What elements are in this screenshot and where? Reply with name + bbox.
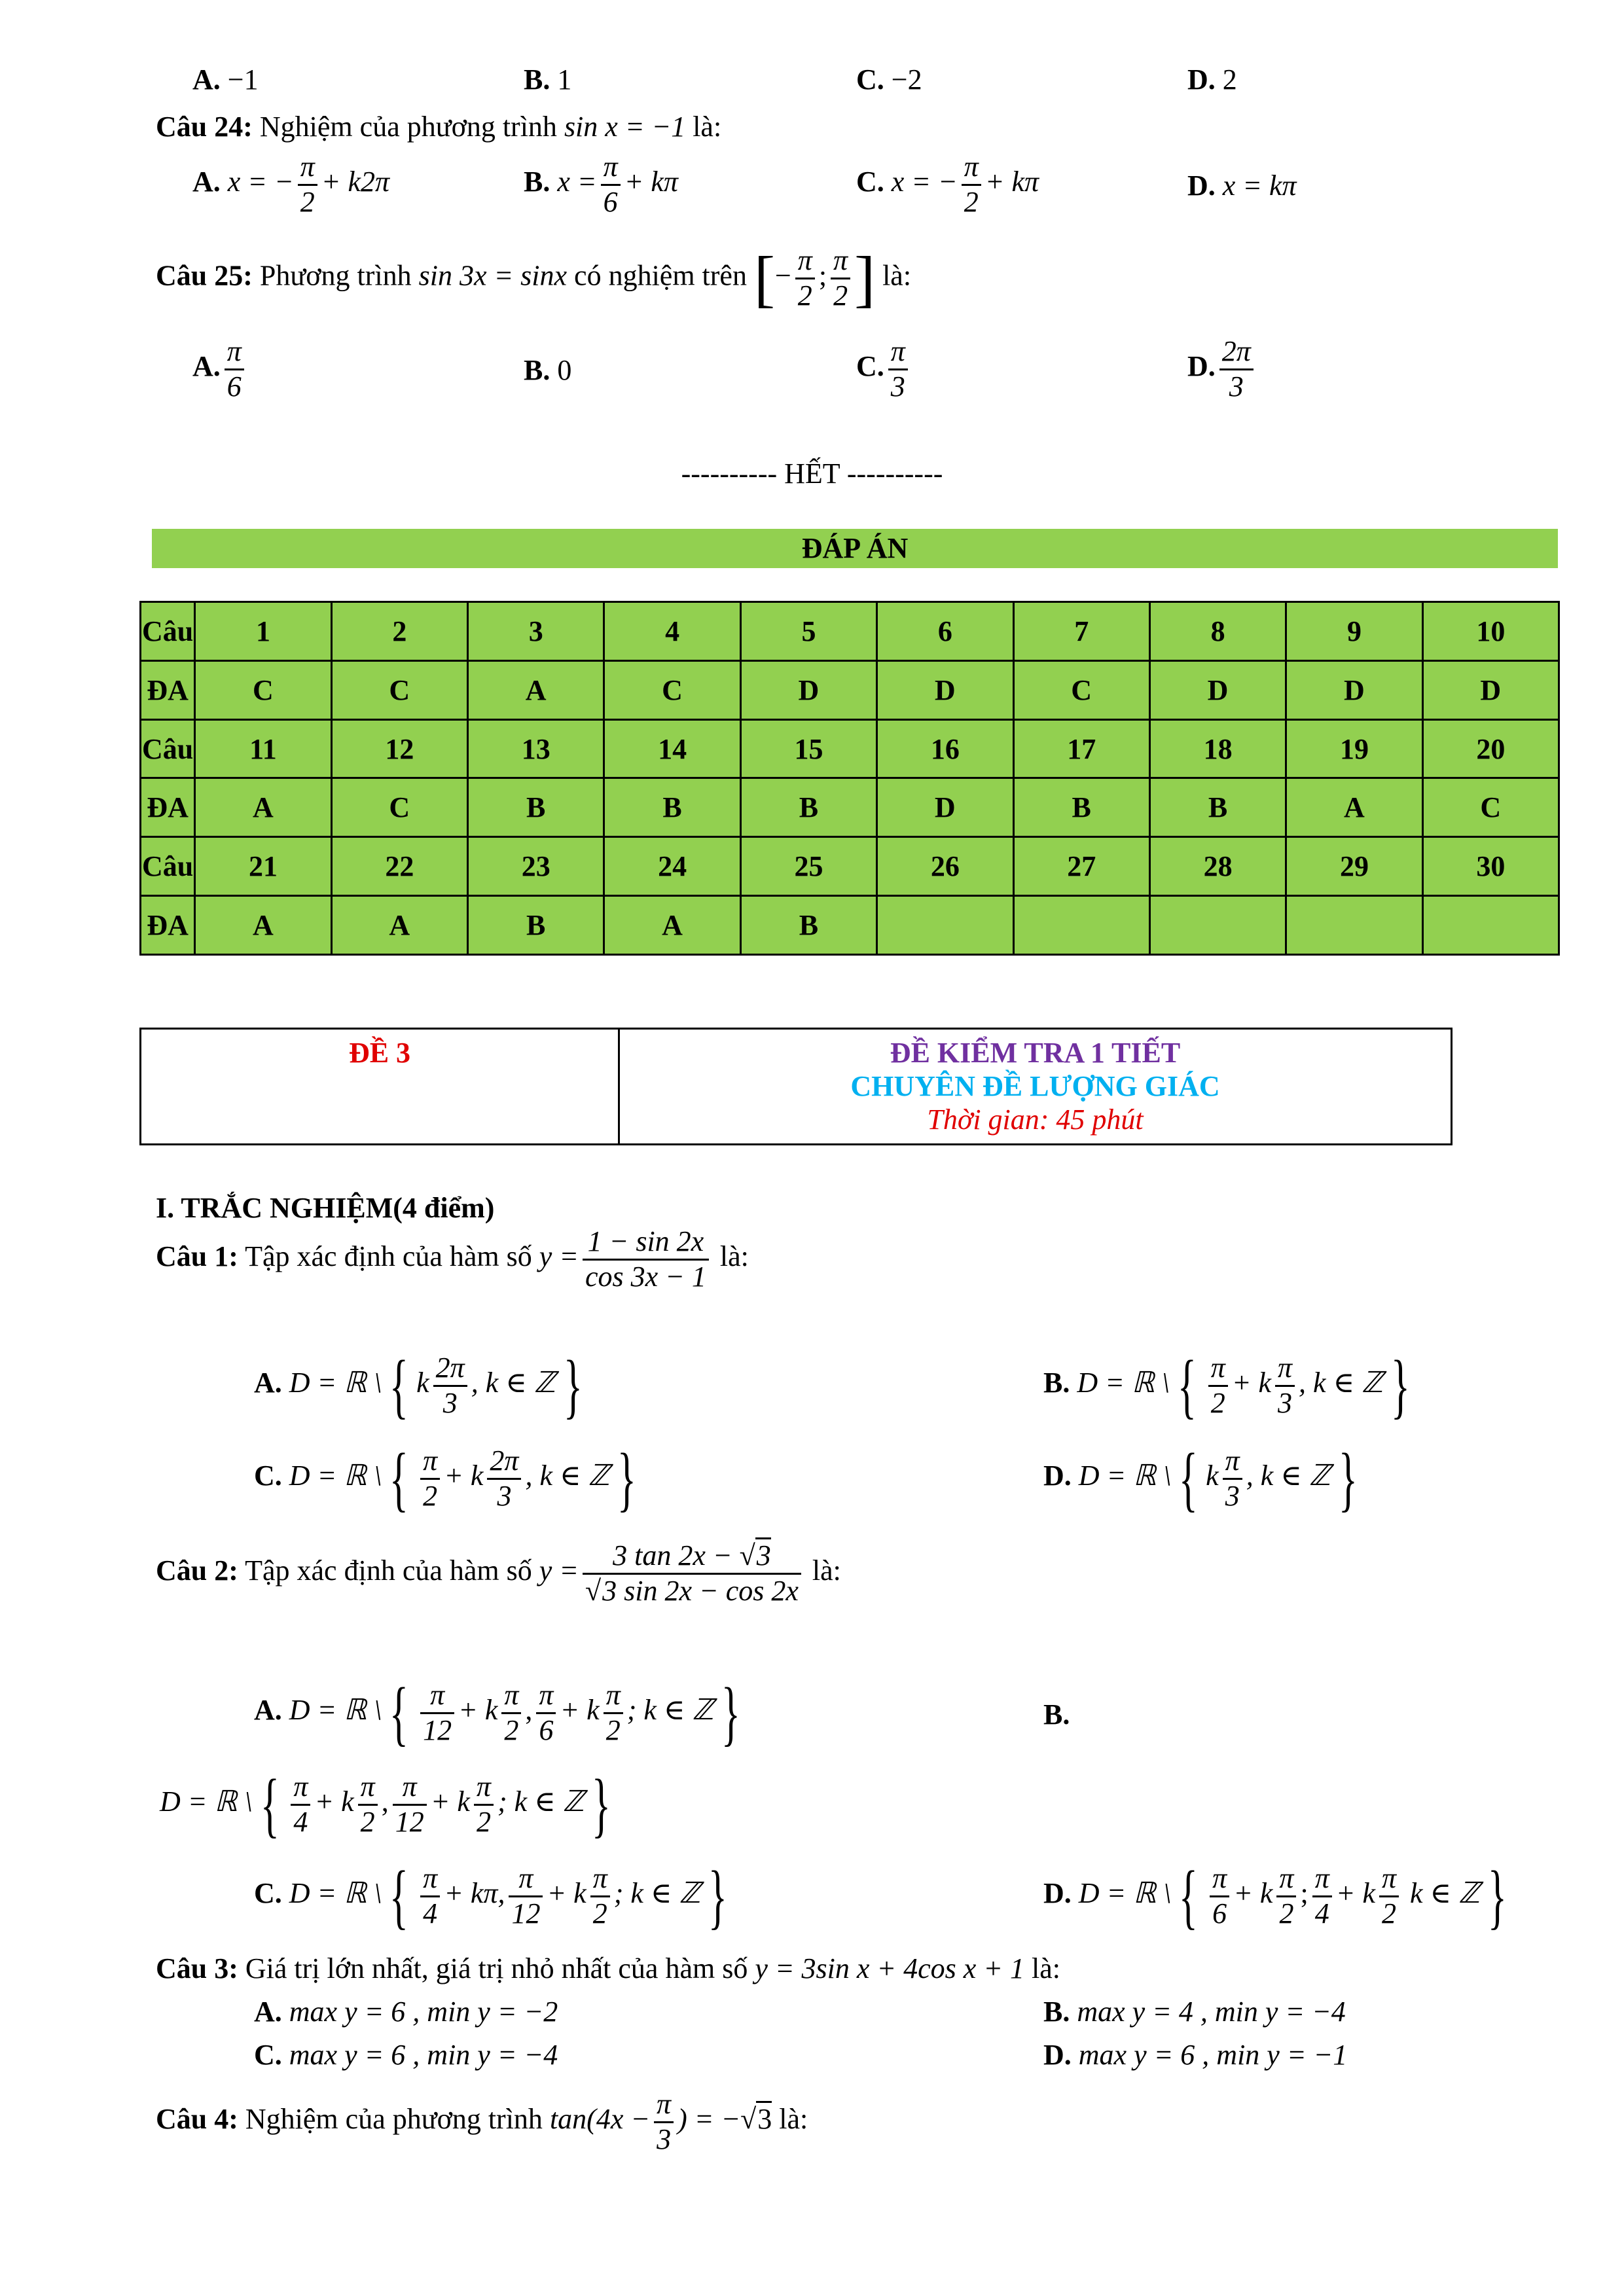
end-marker: ---------- HẾT ---------- [681,457,943,490]
prev-option-b: B. 1 [524,63,572,96]
prev-option-c: C. −2 [856,63,922,96]
q3-option-c: C. max y = 6 , min y = −4 [254,2039,558,2071]
q3-option-d: D. max y = 6 , min y = −1 [1043,2039,1348,2071]
q24-option-d: D. x = kπ [1187,170,1297,202]
exam-topic: CHUYÊN ĐỀ LƯỢNG GIÁC [850,1070,1220,1102]
q1-option-b: B. D = ℝ \ { $\frac{\pi}{2}$ + k $\frac{\pi}{3}$ , k ∈ ℤ } [1043,1346,1410,1426]
q24-option-c: C. x = − $\frac{\pi}{2}$ + kπ [856,151,1039,218]
question-1: Câu 1: Tập xác định của hàm số y = $\frac{1 - \sin 2x}{\cos 3x - 1}$ là: [156,1225,749,1293]
q25-option-b: B. 0 [524,354,572,386]
section-title: I. TRẮC NGHIỆM(4 điểm) [156,1192,495,1224]
exam-number: ĐỀ 3 [348,1037,411,1069]
q3-option-b: B. max y = 4 , min y = −4 [1043,1996,1346,2028]
question-25: Câu 25: Phương trình sin 3x = sinx có nghiệm trên [− $\frac{\pi}{2}$ ; $\frac{\pi}{2}$ ] là: [156,243,912,314]
prev-option-a: A. −1 [192,63,259,96]
exam-header [139,1028,1453,1145]
q25-option-a: A. $\frac{\pi}{6}$ [192,335,248,403]
prev-option-d: D. 2 [1187,63,1237,96]
table-row: ĐA C C A C D D C D D D [141,660,1559,719]
table-row: Câu 21 22 23 24 25 26 27 28 29 30 [141,837,1559,896]
exam-time: Thời gian: 45 phút [927,1103,1144,1136]
q24-option-b: B. x = $\frac{\pi}{6}$ + kπ [524,151,678,218]
question-24: Câu 24: Nghiệm của phương trình sin x = −1 là: [156,111,722,143]
q24-option-a: A. x = − $\frac{\pi}{2}$ + k2π [192,151,390,218]
q1-option-c: C. D = ℝ \ { $\frac{\pi}{2}$ + k $\frac{2\pi}{3}$ , k ∈ ℤ } [254,1439,637,1518]
q2-option-b-letter: B. [1043,1698,1070,1731]
exam-title: ĐỀ KIỂM TRA 1 TIẾT [890,1037,1181,1069]
table-row: ĐA A A B A B [141,896,1559,955]
q1-option-a: A. D = ℝ \ { k $\frac{2\pi}{3}$ , k ∈ ℤ } [254,1346,583,1426]
q2-option-b: D = ℝ \ { $\frac{\pi}{4}$ + k $\frac{\pi}{2}$ , $\frac{\pi}{12}$ + k $\frac{\pi}{2}$ ; k ∈ ℤ } [160,1765,611,1844]
question-2: Câu 2: Tập xác định của hàm số y = $\frac{3 \tan 2x - √3}{√3 \sin 2x - \cos 2x}$ là: [156,1539,841,1607]
q25-option-d: D. $\frac{2\pi}{3}$ [1187,335,1257,403]
table-row: ĐA A C B B B D B B A C [141,778,1559,837]
q2-option-a: A. D = ℝ \ { $\frac{\pi}{12}$ + k $\frac{\pi}{2}$ , $\frac{\pi}{6}$ + k $\frac{\pi}{2}$ ; k ∈ ℤ } [254,1673,741,1753]
q2-option-d: D. D = ℝ \ { $\frac{\pi}{6}$ + k $\frac{\pi}{2}$ ; $\frac{\pi}{4}$ + k $\frac{\pi}{2}$ k ∈ ℤ } [1043,1856,1507,1936]
q3-option-a: A. max y = 6 , min y = −2 [254,1996,558,2028]
q25-option-c: C. $\frac{\pi}{3}$ [856,335,912,403]
question-3: Câu 3: Giá trị lớn nhất, giá trị nhỏ nhất của hàm số y = 3sin x + 4cos x + 1 là: [156,1952,1060,1984]
q1-option-d: D. D = ℝ \ { k $\frac{\pi}{3}$ , k ∈ ℤ } [1043,1439,1358,1518]
answer-banner: ĐÁP ÁN [152,529,1558,568]
table-row: Câu 11 12 13 14 15 16 17 18 19 20 [141,719,1559,778]
table-row: Câu 1 2 3 4 5 6 7 8 9 10 [141,602,1559,661]
question-4: Câu 4: Nghiệm của phương trình tan(4x − $\frac{\pi}{3}$ ) = −√3 là: [156,2088,808,2155]
answer-table [139,601,1560,956]
q2-option-c: C. D = ℝ \ { $\frac{\pi}{4}$ + kπ, $\frac{\pi}{12}$ + k $\frac{\pi}{2}$ ; k ∈ ℤ } [254,1856,728,1936]
